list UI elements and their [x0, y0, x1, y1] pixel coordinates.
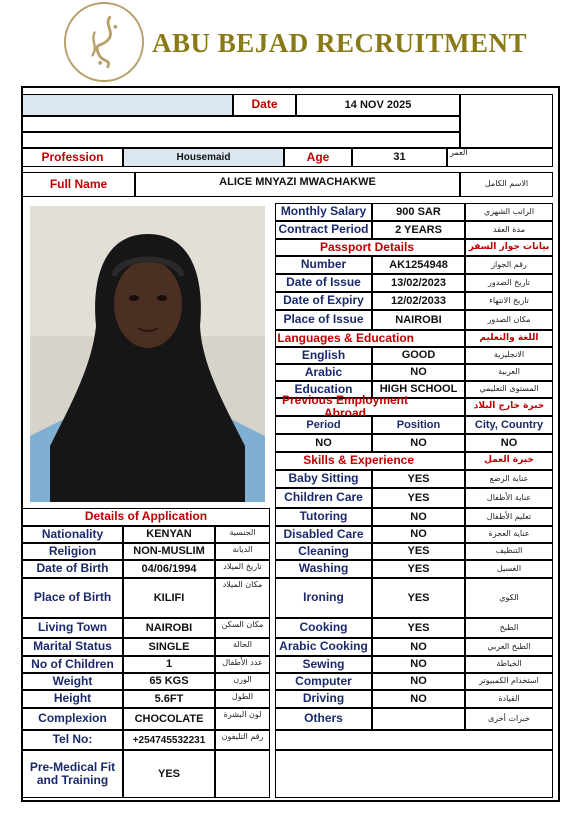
- skill-row-1-label: Children Care: [275, 488, 372, 508]
- application-row-10-arabic: رقم التليفون: [215, 730, 270, 750]
- passport-row-2-value: 12/02/2033: [372, 292, 465, 310]
- skill-row-12-arabic: خبرات أخرى: [465, 708, 553, 730]
- skills-blank-1: [275, 730, 553, 750]
- application-row-6-label: No of Children: [22, 656, 123, 673]
- skill-row-9-arabic: الخياطة: [465, 656, 553, 673]
- contract-period-value: 2 YEARS: [372, 221, 465, 239]
- fullname-arabic: الاسم الكامل: [460, 172, 553, 197]
- skill-row-0-value: YES: [372, 470, 465, 488]
- date-value: 14 NOV 2025: [296, 94, 460, 116]
- application-row-3-value: KILIFI: [123, 578, 215, 618]
- application-row-1-label: Religion: [22, 543, 123, 560]
- application-row-5-label: Marital Status: [22, 638, 123, 656]
- application-row-7-label: Weight: [22, 673, 123, 690]
- application-row-3-label: Place of Birth: [22, 578, 123, 618]
- application-row-9-label: Complexion: [22, 708, 123, 730]
- skill-row-3-label: Disabled Care: [275, 526, 372, 543]
- application-row-4-arabic: مكان السكن: [215, 618, 270, 638]
- skill-row-10-value: NO: [372, 673, 465, 690]
- passport-row-3-label: Place of Issue: [275, 310, 372, 330]
- calligraphy-logo-icon: [66, 4, 142, 80]
- application-row-7-value: 65 KGS: [123, 673, 215, 690]
- passport-row-1-label: Date of Issue: [275, 274, 372, 292]
- language-row-2-value: HIGH SCHOOL: [372, 381, 465, 398]
- skill-row-1-value: YES: [372, 488, 465, 508]
- skill-row-10-label: Computer: [275, 673, 372, 690]
- employment-value-0: NO: [275, 434, 372, 452]
- application-row-9-value: CHOCOLATE: [123, 708, 215, 730]
- language-row-1-label: Arabic: [275, 364, 372, 381]
- applicant-photo: [30, 206, 265, 502]
- employment-section-title-arabic: خبرة خارج البلاد: [465, 398, 553, 416]
- profession-label: Profession: [22, 148, 123, 167]
- application-row-2-arabic: تاريخ الميلاد: [215, 560, 270, 578]
- passport-row-2-arabic: تاريخ الانتهاء: [465, 292, 553, 310]
- header-blank-row-1: [22, 116, 460, 132]
- age-label: Age: [284, 148, 352, 167]
- application-row-11-label: Pre-Medical Fit and Training: [22, 750, 123, 798]
- passport-row-3-arabic: مكان الصدور: [465, 310, 553, 330]
- passport-row-2-label: Date of Expiry: [275, 292, 372, 310]
- fullname-label: Full Name: [22, 172, 135, 197]
- skill-row-7-arabic: الطبخ: [465, 618, 553, 638]
- company-name: ABU BEJAD RECRUITMENT: [152, 28, 528, 58]
- application-row-7-arabic: الوزن: [215, 673, 270, 690]
- company-logo: [64, 2, 144, 82]
- skill-row-5-label: Washing: [275, 560, 372, 578]
- skill-row-6-arabic: الكوي: [465, 578, 553, 618]
- passport-row-1-arabic: تاريخ الصدور: [465, 274, 553, 292]
- skill-row-12-label: Others: [275, 708, 372, 730]
- application-row-10-value: +254745532231: [123, 730, 215, 750]
- skill-row-3-arabic: عناية العجزة: [465, 526, 553, 543]
- fullname-value: ALICE MNYAZI MWACHAKWE: [135, 172, 460, 197]
- skill-row-2-label: Tutoring: [275, 508, 372, 526]
- application-row-4-label: Living Town: [22, 618, 123, 638]
- employment-value-2: NO: [465, 434, 553, 452]
- employment-section-title: Previous Employment Abroad: [275, 398, 465, 416]
- skill-row-7-value: YES: [372, 618, 465, 638]
- passport-row-1-value: 13/02/2023: [372, 274, 465, 292]
- header-blank-row-2: [22, 132, 460, 148]
- languages-section-title: Languages & Education: [275, 330, 465, 347]
- skills-section-title: Skills & Experience: [275, 452, 465, 470]
- passport-row-0-arabic: رقم الجواز: [465, 256, 553, 274]
- date-label: Date: [233, 94, 296, 116]
- language-row-1-value: NO: [372, 364, 465, 381]
- skill-row-1-arabic: عناية الأطفال: [465, 488, 553, 508]
- employment-header-1: Position: [372, 416, 465, 434]
- languages-section-title-arabic: اللغة والتعليم: [465, 330, 553, 347]
- skill-row-5-value: YES: [372, 560, 465, 578]
- skill-row-2-arabic: تعليم الأطفال: [465, 508, 553, 526]
- application-row-5-value: SINGLE: [123, 638, 215, 656]
- language-row-0-value: GOOD: [372, 347, 465, 364]
- skill-row-9-value: NO: [372, 656, 465, 673]
- passport-row-0-label: Number: [275, 256, 372, 274]
- application-row-6-value: 1: [123, 656, 215, 673]
- application-row-1-arabic: الديانة: [215, 543, 270, 560]
- skills-section-title-arabic: خبرة العمل: [465, 452, 553, 470]
- skill-row-11-label: Driving: [275, 690, 372, 708]
- contract-period-arabic: مدة العقد: [465, 221, 553, 239]
- application-row-9-arabic: لون البشرة: [215, 708, 270, 730]
- skill-row-4-label: Cleaning: [275, 543, 372, 560]
- monthly-salary-label: Monthly Salary: [275, 203, 372, 221]
- skill-row-5-arabic: الغسيل: [465, 560, 553, 578]
- skill-row-2-value: NO: [372, 508, 465, 526]
- language-row-0-label: English: [275, 347, 372, 364]
- application-row-8-value: 5.6FT: [123, 690, 215, 708]
- skill-row-0-arabic: عناية الرضع: [465, 470, 553, 488]
- language-row-0-arabic: الانجليزية: [465, 347, 553, 364]
- skill-row-9-label: Sewing: [275, 656, 372, 673]
- employment-header-0: Period: [275, 416, 372, 434]
- application-row-2-label: Date of Birth: [22, 560, 123, 578]
- application-row-11-arabic: [215, 750, 270, 798]
- application-row-8-label: Height: [22, 690, 123, 708]
- language-row-1-arabic: العربية: [465, 364, 553, 381]
- employment-value-1: NO: [372, 434, 465, 452]
- skill-row-0-label: Baby Sitting: [275, 470, 372, 488]
- language-row-2-label: Education: [275, 381, 372, 398]
- application-row-4-value: NAIROBI: [123, 618, 215, 638]
- skill-row-7-label: Cooking: [275, 618, 372, 638]
- passport-row-3-value: NAIROBI: [372, 310, 465, 330]
- passport-row-0-value: AK1254948: [372, 256, 465, 274]
- skill-row-8-label: Arabic Cooking: [275, 638, 372, 656]
- profession-value: Housemaid: [123, 148, 284, 167]
- application-row-2-value: 04/06/1994: [123, 560, 215, 578]
- passport-section-title-arabic: بيانات جواز السفر: [465, 239, 553, 256]
- monthly-salary-value: 900 SAR: [372, 203, 465, 221]
- skill-row-3-value: NO: [372, 526, 465, 543]
- skill-row-12-value: [372, 708, 465, 730]
- monthly-salary-arabic: الراتب الشهري: [465, 203, 553, 221]
- language-row-2-arabic: المستوى التعليمي: [465, 381, 553, 398]
- application-row-5-arabic: الحالة: [215, 638, 270, 656]
- age-arabic: العمر: [447, 148, 553, 167]
- skill-row-6-value: YES: [372, 578, 465, 618]
- header-blank-box: [460, 94, 553, 148]
- application-row-0-label: Nationality: [22, 526, 123, 543]
- skill-row-4-value: YES: [372, 543, 465, 560]
- skill-row-11-arabic: القيادة: [465, 690, 553, 708]
- skill-row-8-arabic: الطبخ العربي: [465, 638, 553, 656]
- date-spacer: [22, 94, 233, 116]
- application-row-1-value: NON-MUSLIM: [123, 543, 215, 560]
- employment-header-2: City, Country: [465, 416, 553, 434]
- skill-row-6-label: Ironing: [275, 578, 372, 618]
- passport-section-title: Passport Details: [275, 239, 465, 256]
- contract-period-label: Contract Period: [275, 221, 372, 239]
- application-row-8-arabic: الطول: [215, 690, 270, 708]
- age-value: 31: [352, 148, 447, 167]
- skills-blank-2: [275, 750, 553, 798]
- application-row-3-arabic: مكان الميلاد: [215, 578, 270, 618]
- skill-row-11-value: NO: [372, 690, 465, 708]
- skill-row-4-arabic: التنظيف: [465, 543, 553, 560]
- application-row-10-label: Tel No:: [22, 730, 123, 750]
- skill-row-10-arabic: استخدام الكمبيوتر: [465, 673, 553, 690]
- application-row-6-arabic: عدد الأطفال: [215, 656, 270, 673]
- application-row-11-value: YES: [123, 750, 215, 798]
- person-photo-icon: [30, 206, 265, 502]
- application-row-0-value: KENYAN: [123, 526, 215, 543]
- application-title: Details of Application: [22, 508, 270, 526]
- application-row-0-arabic: الجنسية: [215, 526, 270, 543]
- skill-row-8-value: NO: [372, 638, 465, 656]
